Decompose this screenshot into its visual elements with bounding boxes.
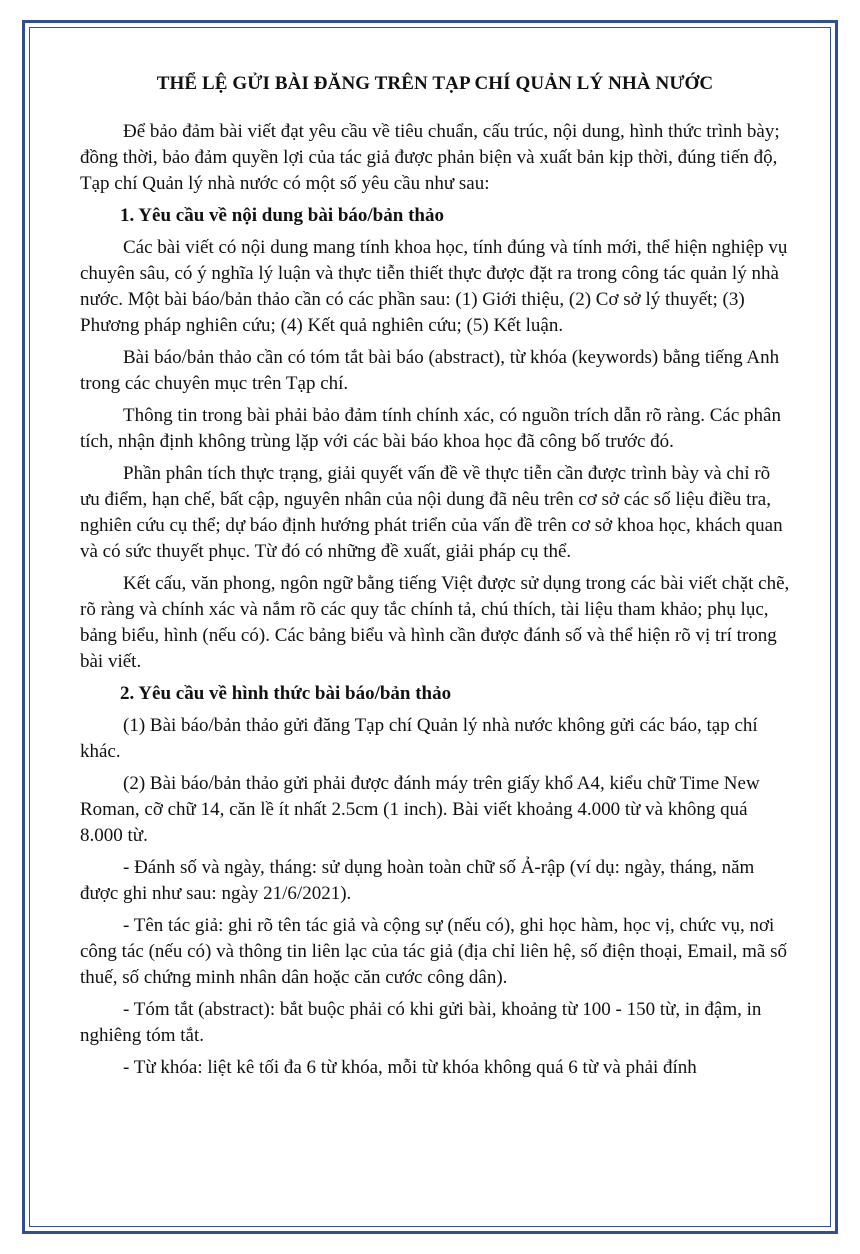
paragraph: Phần phân tích thực trạng, giải quyết vấn đề về thực tiễn cần được trình bày và chỉ rõ ưu điểm, hạn chế, bất cập, nguyên nhân của nội dung đã nêu trên cơ sở các số liệu điều tra, nghiên cứu cụ thể; dự báo định hướng phát triển của vấn đề trên cơ sở khoa học, khách quan và có sức thuyết phục. Từ đó có những đề xuất, giải pháp cụ thể. bbox=[80, 463, 783, 562]
intro-paragraph: Để bảo đảm bài viết đạt yêu cầu về tiêu chuẩn, cấu trúc, nội dung, hình thức trình bày; đồng thời, bảo đảm quyền lợi của tác giả được phản biện và xuất bản kịp thời, đúng tiến độ, Tạp chí Quản lý nhà nước có một số yêu cầu như sau: bbox=[80, 121, 780, 194]
paragraph: (1) Bài báo/bản thảo gửi đăng Tạp chí Quản lý nhà nước không gửi các báo, tạp chí khác. bbox=[80, 715, 758, 762]
paragraph: - Tên tác giả: ghi rõ tên tác giả và cộng sự (nếu có), ghi học hàm, học vị, chức vụ, nơi công tác (nếu có) và thông tin liên lạc của tác giả (địa chỉ liên hệ, số điện thoại, Email, mã số thuế, số chứng minh nhân dân hoặc căn cước công dân). bbox=[80, 915, 787, 988]
paragraph: - Từ khóa: liệt kê tối đa 6 từ khóa, mỗi từ khóa không quá 6 từ và phải đính bbox=[123, 1057, 697, 1078]
document-title: THỂ LỆ GỬI BÀI ĐĂNG TRÊN TẠP CHÍ QUẢN LÝ NHÀ NƯỚC bbox=[156, 73, 714, 94]
paragraph: (2) Bài báo/bản thảo gửi phải được đánh máy trên giấy khổ A4, kiểu chữ Time New Roman, cỡ chữ 14, căn lề ít nhất 2.5cm (1 inch). Bài viết khoảng 4.000 từ và không quá 8.000 từ. bbox=[80, 773, 760, 846]
paragraph: Thông tin trong bài phải bảo đảm tính chính xác, có nguồn trích dẫn rõ ràng. Các phân tích, nhận định không trùng lặp với các bài báo khoa học đã công bố trước đó. bbox=[80, 405, 781, 452]
document-body bbox=[80, 73, 790, 1087]
paragraph: Các bài viết có nội dung mang tính khoa học, tính đúng và tính mới, thể hiện nghiệp vụ chuyên sâu, có ý nghĩa lý luận và thực tiễn thiết thực được đặt ra trong công tác quản lý nhà nước. Một bài báo/bản thảo cần có các phần sau: (1) Giới thiệu, (2) Cơ sở lý thuyết; (3) Phương pháp nghiên cứu; (4) Kết quả nghiên cứu; (5) Kết luận. bbox=[80, 237, 788, 336]
section-heading-content: 1. Yêu cầu về nội dung bài báo/bản thảo bbox=[120, 205, 444, 226]
paragraph: Bài báo/bản thảo cần có tóm tắt bài báo (abstract), từ khóa (keywords) bằng tiếng Anh trong các chuyên mục trên Tạp chí. bbox=[80, 347, 780, 394]
section-heading-format: 2. Yêu cầu về hình thức bài báo/bản thảo bbox=[120, 683, 452, 704]
paragraph: - Tóm tắt (abstract): bắt buộc phải có khi gửi bài, khoảng từ 100 - 150 từ, in đậm, in nghiêng tóm tắt. bbox=[80, 999, 762, 1046]
paragraph: Kết cấu, văn phong, ngôn ngữ bằng tiếng Việt được sử dụng trong các bài viết chặt chẽ, rõ ràng và chính xác và nắm rõ các quy tắc chính tả, chú thích, tài liệu tham khảo; phụ lục, bảng biểu, hình (nếu có). Các bảng biểu và hình cần được đánh số và thể hiện rõ vị trí trong bài viết. bbox=[80, 573, 790, 672]
paragraph: - Đánh số và ngày, tháng: sử dụng hoàn toàn chữ số Ả-rập (ví dụ: ngày, tháng, năm được ghi như sau: ngày 21/6/2021). bbox=[80, 857, 755, 904]
